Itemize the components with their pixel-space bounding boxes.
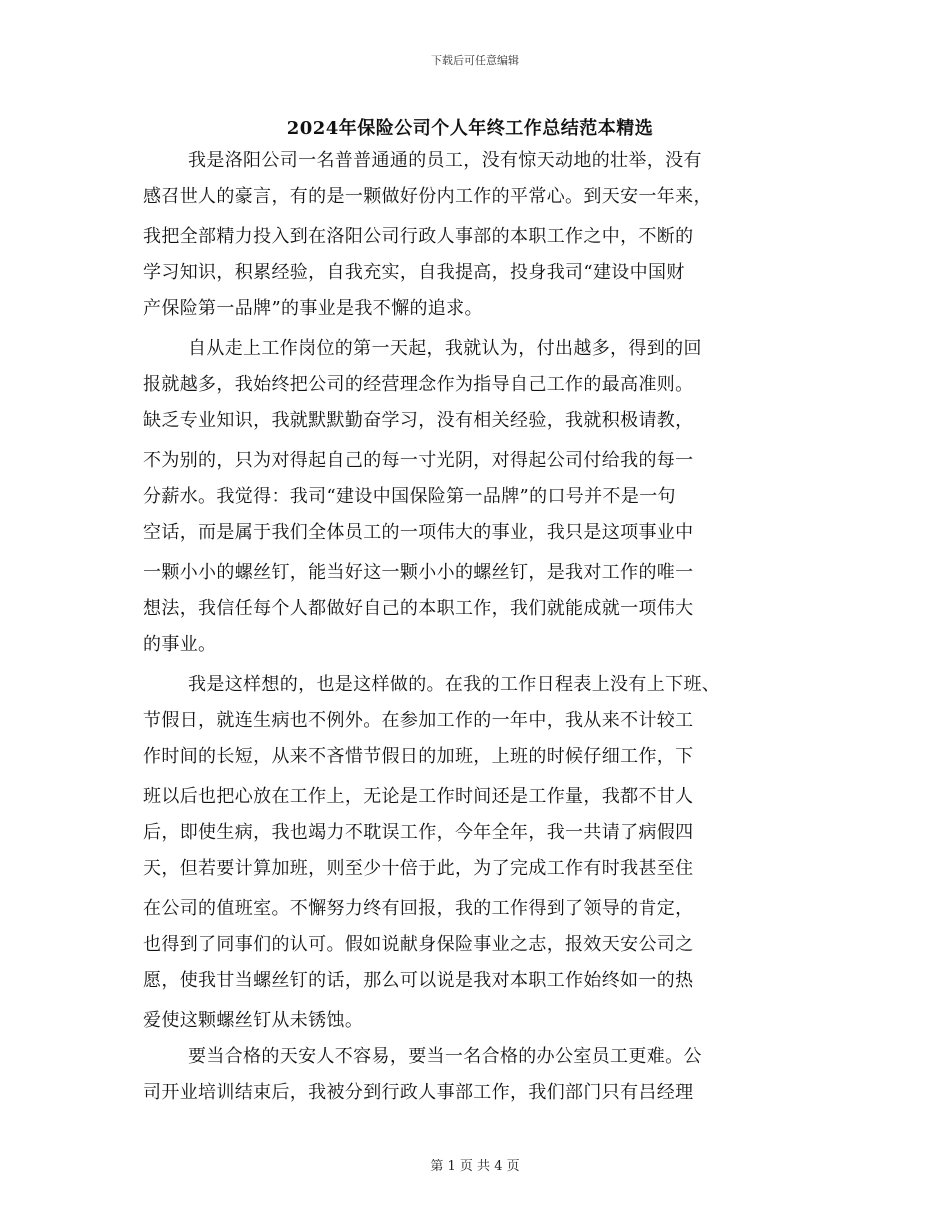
paragraph-line: 分薪水。我觉得：我司“建设中国保险第一品牌”的口号并不是一句 [143, 486, 676, 507]
paragraph-line: 我是洛阳公司一名普普通通的员工，没有惊天动地的壮举，没有 [188, 150, 702, 171]
paragraph-line: 的事业。 [143, 634, 217, 655]
paragraph-line: 司开业培训结束后，我被分到行政人事部工作，我们部门只有吕经理 [143, 1082, 694, 1103]
paragraph-line: 想法，我信任每个人都做好自己的本职工作，我们就能成就一项伟大 [143, 598, 694, 619]
paragraph-line: 也得到了同事们的认可。假如说献身保险事业之志，报效天安公司之 [143, 934, 694, 955]
paragraph-line: 感召世人的豪言，有的是一颗做好份内工作的平常心。到天安一年来， [143, 186, 712, 207]
page-footer: 第 1 页 共 4 页 [430, 1159, 520, 1174]
paragraph-line: 我是这样想的，也是这样做的。在我的工作日程表上没有上下班、 [188, 674, 721, 695]
paragraph-line: 学习知识，积累经验，自我充实，自我提高，投身我司“建设中国财 [143, 262, 685, 283]
paragraph-line: 天，但若要计算加班，则至少十倍于此，为了完成工作有时我甚至住 [143, 858, 694, 879]
paragraph-line: 我把全部精力投入到在洛阳公司行政人事部的本职工作之中，不断的 [143, 226, 694, 247]
paragraph-line: 空话，而是属于我们全体员工的一项伟大的事业，我只是这项事业中 [143, 522, 694, 543]
document-title: 2024年保险公司个人年终工作总结范本精选 [286, 118, 654, 139]
paragraph-line: 产保险第一品牌”的事业是我不懈的追求。 [143, 298, 483, 319]
page-header: 下载后可任意编辑 [431, 54, 519, 67]
paragraph-line: 愿，使我甘当螺丝钉的话，那么可以说是我对本职工作始终如一的热 [143, 970, 694, 991]
paragraph-line: 不为别的，只为对得起自己的每一寸光阴，对得起公司付给我的每一 [143, 450, 694, 471]
paragraph-line: 作时间的长短，从来不吝惜节假日的加班，上班的时候仔细工作，下 [143, 746, 694, 767]
paragraph-line: 节假日，就连生病也不例外。在参加工作的一年中，我从来不计较工 [143, 710, 694, 731]
paragraph-line: 爱使这颗螺丝钉从未锈蚀。 [143, 1010, 364, 1031]
paragraph-line: 缺乏专业知识，我就默默勤奋学习，没有相关经验，我就积极请教， [143, 410, 694, 431]
paragraph-line: 自从走上工作岗位的第一天起，我就认为，付出越多，得到的回 [188, 338, 702, 359]
paragraph-line: 一颗小小的螺丝钉，能当好这一颗小小的螺丝钉，是我对工作的唯一 [143, 562, 694, 583]
paragraph-line: 报就越多，我始终把公司的经营理念作为指导自己工作的最高准则。 [143, 374, 694, 395]
paragraph-line: 班以后也把心放在工作上，无论是工作时间还是工作量，我都不甘人 [143, 786, 694, 807]
paragraph-line: 后，即使生病，我也竭力不耽误工作，今年全年，我一共请了病假四 [143, 822, 694, 843]
paragraph-line: 在公司的值班室。不懈努力终有回报，我的工作得到了领导的肯定， [143, 898, 694, 919]
paragraph-line: 要当合格的天安人不容易，要当一名合格的办公室员工更难。公 [188, 1046, 702, 1067]
